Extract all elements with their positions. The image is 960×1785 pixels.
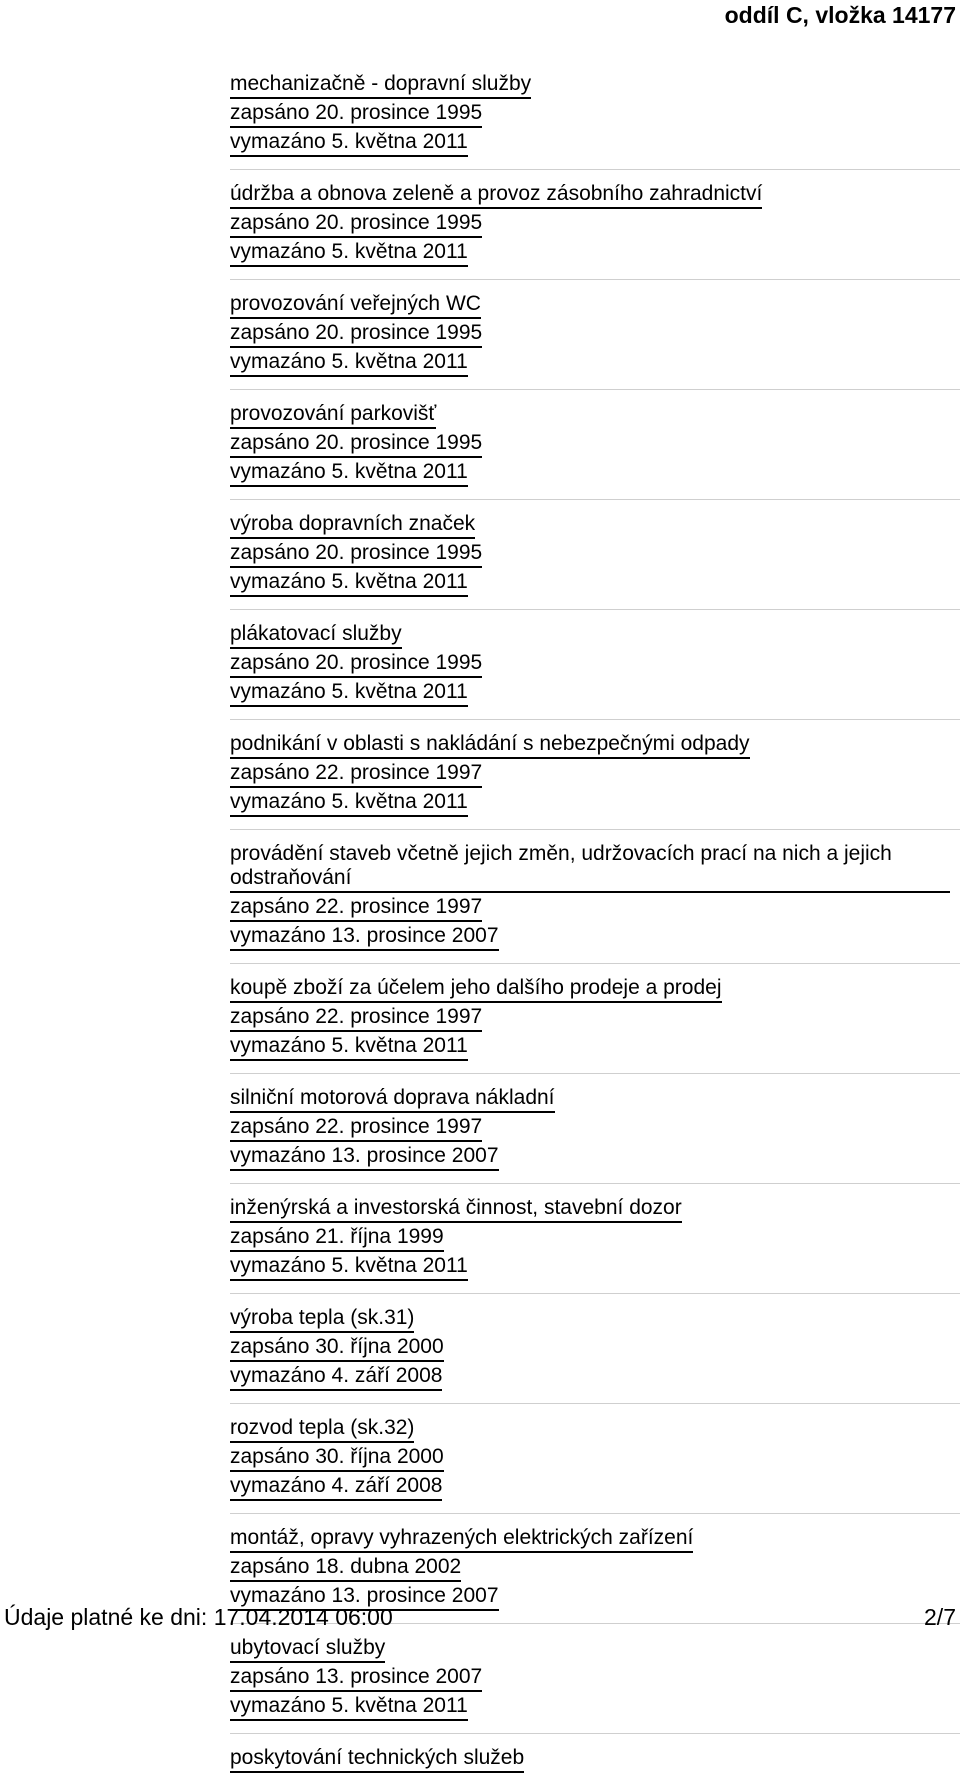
activity-entry [230,976,960,1074]
deleted-date: vymazáno 5. května 2011 [230,130,468,157]
registered-date: zapsáno 13. prosince 2007 [230,1665,482,1692]
activity-entry [230,622,960,720]
registered-date: zapsáno 20. prosince 1995 [230,101,482,128]
activity-name: inženýrská a investorská činnost, stavební dozor [230,1196,682,1223]
page-footer [4,1603,956,1631]
activity-list [230,70,960,1785]
registered-date: zapsáno 20. prosince 1995 [230,321,482,348]
activity-name: ubytovací služby [230,1636,385,1663]
registered-date: zapsáno 20. prosince 1995 [230,651,482,678]
deleted-date: vymazáno 5. května 2011 [230,350,468,377]
activity-name: výroba tepla (sk.31) [230,1306,414,1333]
activity-entry [230,72,960,170]
activity-entry [230,732,960,830]
registered-date: zapsáno 20. prosince 1995 [230,431,482,458]
activity-entry [230,842,960,964]
activity-name: koupě zboží za účelem jeho dalšího prodeje a prodej [230,976,722,1003]
activity-name: montáž, opravy vyhrazených elektrických zařízení [230,1526,693,1553]
deleted-date: vymazáno 5. května 2011 [230,680,468,707]
activity-entry [230,1746,960,1785]
activity-name: provozování parkovišť [230,402,436,429]
activity-name: rozvod tepla (sk.32) [230,1416,414,1443]
deleted-date: vymazáno 5. května 2011 [230,240,468,267]
page-header-title: oddíl C, vložka 14177 [724,2,956,28]
activity-name: silniční motorová doprava nákladní [230,1086,555,1113]
activity-entry [230,1306,960,1404]
registered-date: zapsáno 22. prosince 1997 [230,1005,482,1032]
page-number: 2/7 [924,1604,956,1630]
registered-date: zapsáno 20. prosince 1995 [230,541,482,568]
deleted-date: vymazáno 5. května 2011 [230,1694,468,1721]
deleted-date: vymazáno 5. května 2011 [230,1034,468,1061]
registered-date: zapsáno 21. října 1999 [230,1225,444,1252]
activity-entry [230,1636,960,1734]
activity-name: podnikání v oblasti s nakládání s nebezpečnými odpady [230,732,750,759]
activity-name: provozování veřejných WC [230,292,481,319]
deleted-date: vymazáno 5. května 2011 [230,460,468,487]
registered-date: zapsáno 18. dubna 2002 [230,1555,461,1582]
deleted-date: vymazáno 13. prosince 2007 [230,1584,499,1611]
valid-as-of: Údaje platné ke dni: 17.04.2014 06:00 [4,1604,393,1630]
registered-date: zapsáno 22. prosince 1997 [230,1115,482,1142]
activity-name: provádění staveb včetně jejich změn, udržovacích prací na nich a jejich odstraňování [230,842,950,893]
deleted-date: vymazáno 5. května 2011 [230,570,468,597]
deleted-date: vymazáno 5. května 2011 [230,790,468,817]
activity-name: plákatovací služby [230,622,402,649]
activity-entry [230,1416,960,1514]
deleted-date: vymazáno 4. září 2008 [230,1474,442,1501]
registered-date: zapsáno 30. října 2000 [230,1445,444,1472]
activity-entry [230,512,960,610]
activity-entry [230,1196,960,1294]
registered-date: zapsáno 20. prosince 1995 [230,211,482,238]
activity-name: mechanizačně - dopravní služby [230,72,531,99]
deleted-date: vymazáno 13. prosince 2007 [230,1144,499,1171]
activity-entry [230,402,960,500]
deleted-date: vymazáno 5. května 2011 [230,1254,468,1281]
activity-name: poskytování technických služeb [230,1746,524,1773]
registered-date: zapsáno 22. prosince 1997 [230,895,482,922]
registered-date: zapsáno 30. října 2000 [230,1335,444,1362]
deleted-date: vymazáno 4. září 2008 [230,1364,442,1391]
activity-name: údržba a obnova zeleně a provoz zásobního zahradnictví [230,182,762,209]
activity-entry [230,182,960,280]
activity-entry [230,292,960,390]
activity-name: výroba dopravních značek [230,512,475,539]
deleted-date: vymazáno 13. prosince 2007 [230,924,499,951]
registered-date: zapsáno 22. prosince 1997 [230,761,482,788]
activity-entry [230,1086,960,1184]
